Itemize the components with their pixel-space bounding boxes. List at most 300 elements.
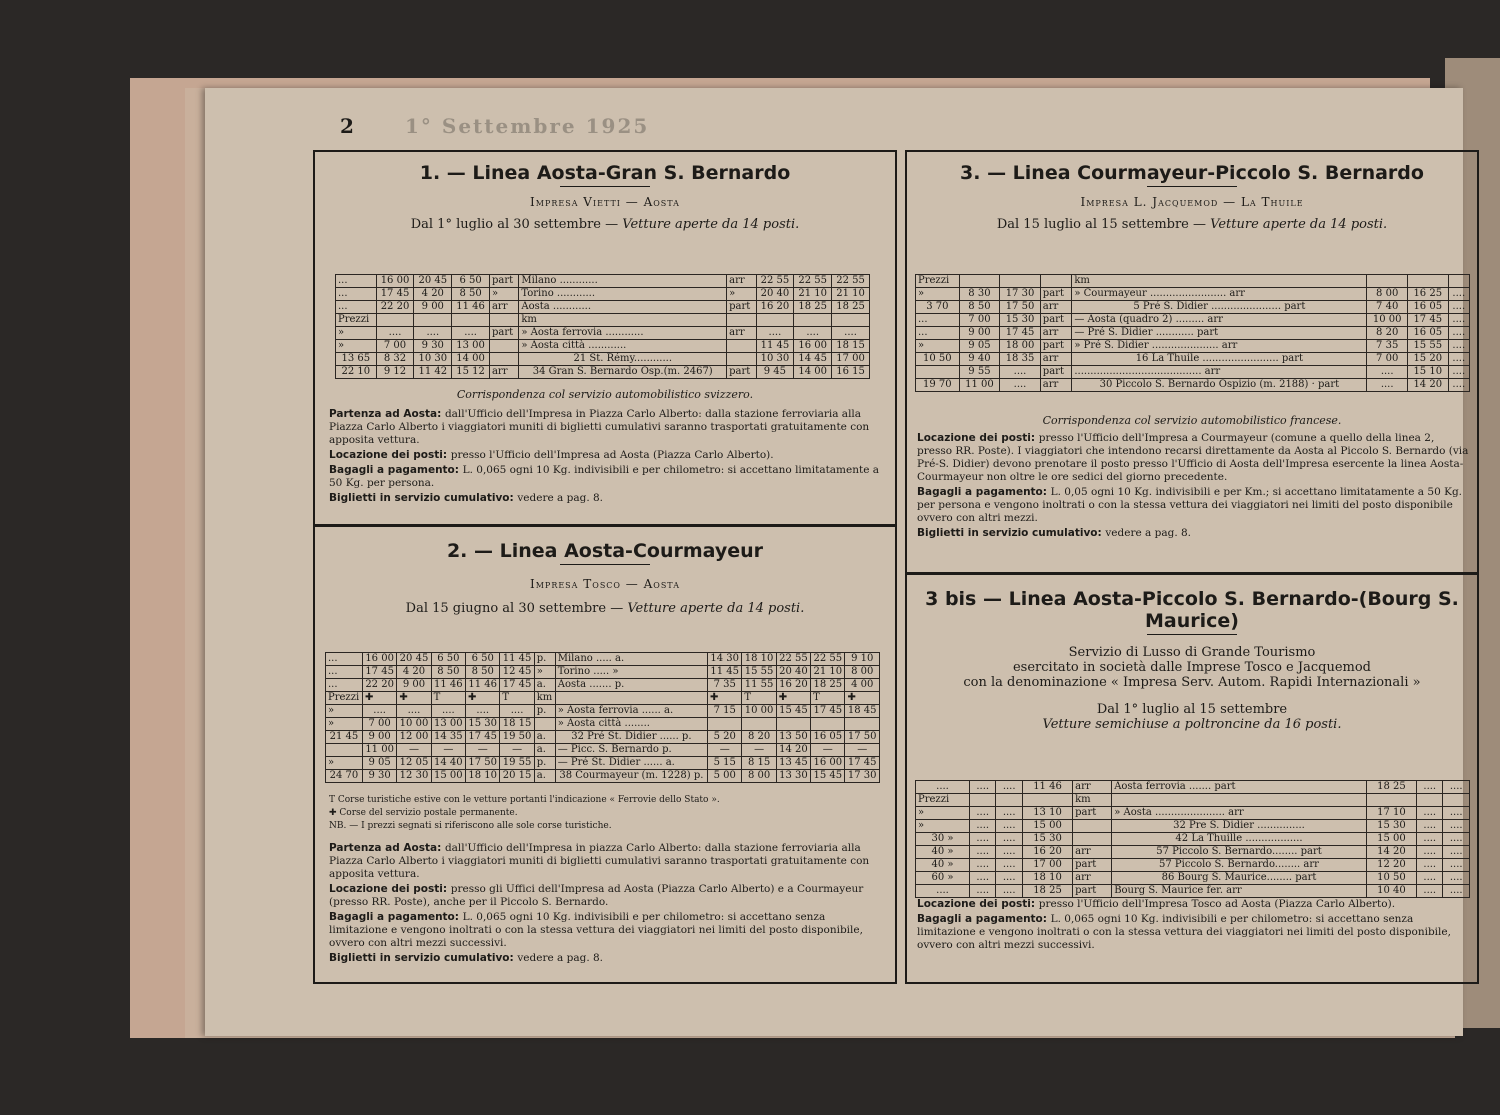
table-cell: p.	[534, 705, 555, 718]
table-cell: ....	[376, 327, 414, 340]
table-cell: 9 05	[959, 340, 1000, 353]
table-row	[326, 692, 880, 705]
table-cell: 8 50	[466, 666, 500, 679]
table-cell	[794, 314, 832, 327]
table-cell: 15 00	[1022, 820, 1072, 833]
table-cell: 17 45	[1000, 327, 1041, 340]
table-cell: 16 00	[362, 653, 396, 666]
table-cell: 32 Pré St. Didier ...... p.	[555, 731, 707, 744]
table-cell: »	[916, 288, 960, 301]
section-3bis-notes	[917, 898, 1469, 954]
section-3-company: Impresa L. Jacquemod — La Thuile	[1080, 195, 1304, 209]
table-cell: 22 20	[362, 679, 396, 692]
legend-line: ✚ Corse del servizio postale permanente.	[329, 808, 518, 818]
table-cell: — Pré St. Didier ...... a.	[555, 757, 707, 770]
table-row	[326, 666, 880, 679]
table-cell: part	[1040, 314, 1072, 327]
table-cell: arr	[1040, 301, 1072, 314]
table-cell: » Aosta città ............	[519, 340, 727, 353]
legend-line: NB. — I prezzi segnati si riferiscono alle sole corse turistiche.	[329, 821, 612, 831]
note-paragraph	[917, 432, 1469, 484]
table-cell: 12 00	[397, 731, 431, 744]
table-cell: 18 25	[1022, 885, 1072, 898]
section-3bis-title: 3 bis — Linea Aosta-Piccolo S. Bernardo-(Bourg S. Maurice)	[925, 588, 1459, 632]
table-row	[326, 679, 880, 692]
table-cell: 11 55	[742, 679, 776, 692]
table-cell: 17 50	[466, 757, 500, 770]
table-cell: 16 00	[811, 757, 845, 770]
table-cell: part	[1040, 288, 1072, 301]
section-2-legend	[329, 794, 885, 833]
table-cell: Torino ..... »	[555, 666, 707, 679]
table-cell: 8 32	[376, 353, 414, 366]
table-cell: arr	[1040, 327, 1072, 340]
table-cell: 16 25	[1407, 288, 1448, 301]
table-cell: 18 15	[500, 718, 534, 731]
note-label: Bagagli a pagamento:	[917, 913, 1051, 925]
table-cell: —	[811, 744, 845, 757]
table-cell: 9 00	[397, 679, 431, 692]
section-separator	[315, 524, 895, 527]
table-cell: ....	[996, 872, 1022, 885]
section-3bis-timetable	[915, 780, 1470, 898]
note-paragraph	[329, 492, 885, 505]
table-cell: ....	[970, 872, 996, 885]
table-row	[916, 794, 1470, 807]
table-cell: ...	[326, 666, 363, 679]
table-cell: 13 10	[1022, 807, 1072, 820]
table-cell	[1112, 794, 1367, 807]
note-text: dall'Ufficio dell'Impresa in Piazza Carlo Alberto: dalla stazione ferroviaria alla Piazza Carlo Alberto i viaggiatori muniti di biglietti cumulativi saranno trasportati gratuitamente con apposita vettura.	[329, 408, 870, 446]
table-cell: 14 00	[452, 353, 490, 366]
table-cell: 10 30	[414, 353, 452, 366]
table-cell: 5 15	[708, 757, 742, 770]
table-cell: 18 10	[742, 653, 776, 666]
section-1-period	[315, 217, 895, 232]
table-cell: 21 10	[811, 666, 845, 679]
table-cell	[489, 340, 518, 353]
table-cell: 15 30	[1022, 833, 1072, 846]
table-cell: a.	[534, 731, 555, 744]
table-cell: —	[397, 744, 431, 757]
table-cell: »	[336, 340, 377, 353]
table-row	[916, 366, 1470, 379]
table-cell: »	[534, 666, 555, 679]
table-cell: 11 00	[959, 379, 1000, 392]
table-cell: 7 35	[708, 679, 742, 692]
table-cell: 60 »	[916, 872, 970, 885]
table-cell: 9 12	[376, 366, 414, 379]
table-cell: ....	[500, 705, 534, 718]
table-cell: 7 35	[1367, 340, 1408, 353]
table-cell: 16 20	[756, 301, 794, 314]
table-cell: ....	[1000, 366, 1041, 379]
table-cell: ....	[970, 859, 996, 872]
table-cell: 40 »	[916, 859, 970, 872]
table-cell: 15 00	[431, 770, 465, 783]
table-cell: 8 50	[452, 288, 490, 301]
section-2-header	[315, 540, 895, 616]
table-cell: ....	[756, 327, 794, 340]
note-label: Partenza ad Aosta:	[329, 408, 445, 420]
table-cell: ....	[996, 820, 1022, 833]
table-cell: 15 30	[466, 718, 500, 731]
section-2-notes	[329, 842, 885, 967]
table-cell: 18 15	[832, 340, 870, 353]
section-2-timetable	[325, 652, 880, 783]
table-cell: 15 55	[742, 666, 776, 679]
table-row	[326, 705, 880, 718]
table-row	[336, 353, 870, 366]
table-cell: 7 00	[1367, 353, 1408, 366]
table-cell: ....	[970, 833, 996, 846]
table-row	[916, 781, 1470, 794]
section-3-correspondence: Corrispondenza col servizio automobilistico francese.	[1042, 414, 1342, 427]
table-cell: ....	[1443, 833, 1470, 846]
table-cell: 13 00	[452, 340, 490, 353]
table-cell: ....	[397, 705, 431, 718]
note-text: vedere a pag. 8.	[517, 492, 604, 504]
table-cell: ....	[970, 885, 996, 898]
table-cell: ....	[794, 327, 832, 340]
table-cell	[996, 794, 1022, 807]
table-cell: part	[1073, 859, 1112, 872]
table-cell: 7 40	[1367, 301, 1408, 314]
table-cell: p.	[534, 757, 555, 770]
note-label: Locazione dei posti:	[329, 449, 451, 461]
table-cell: 9 05	[362, 757, 396, 770]
table-cell: ✚	[776, 692, 810, 705]
title-rule	[560, 186, 650, 187]
table-cell: 17 45	[362, 666, 396, 679]
section-3-header	[907, 162, 1477, 232]
table-cell: 13 00	[431, 718, 465, 731]
table-cell: » Courmayeur ........................ arr	[1072, 288, 1367, 301]
table-cell: 15 30	[1000, 314, 1041, 327]
table-cell: ...	[336, 275, 377, 288]
table-cell: part	[727, 366, 756, 379]
table-cell: 12 05	[397, 757, 431, 770]
table-cell: 7 15	[708, 705, 742, 718]
table-cell: ....	[970, 820, 996, 833]
section-1-notes	[329, 408, 885, 507]
table-cell: 86 Bourg S. Maurice........ part	[1112, 872, 1367, 885]
table-cell: ....	[1367, 366, 1408, 379]
table-cell	[727, 314, 756, 327]
table-cell: 17 45	[811, 705, 845, 718]
table-cell: —	[742, 744, 776, 757]
table-cell: ....	[916, 781, 970, 794]
table-cell: ....	[996, 807, 1022, 820]
table-cell: 15 30	[1366, 820, 1416, 833]
table-cell: 9 30	[414, 340, 452, 353]
table-cell: 9 10	[845, 653, 880, 666]
table-cell: ........................................ arr	[1072, 366, 1367, 379]
note-paragraph	[329, 408, 885, 447]
table-cell	[970, 794, 996, 807]
table-cell: »	[916, 807, 970, 820]
table-cell	[756, 314, 794, 327]
table-cell: 14 40	[431, 757, 465, 770]
table-cell: 18 10	[466, 770, 500, 783]
table-cell: Prezzi	[916, 794, 970, 807]
note-label: Biglietti in servizio cumulativo:	[329, 952, 518, 964]
period-vehicles: Vetture aperte da 14 posti.	[1210, 217, 1388, 232]
note-paragraph	[917, 913, 1469, 952]
section-1-company: Impresa Vietti — Aosta	[530, 195, 680, 209]
note-label: Locazione dei posti:	[917, 898, 1039, 910]
table-cell: 21 10	[832, 288, 870, 301]
table-cell: 20 40	[776, 666, 810, 679]
table-cell: 15 55	[1407, 340, 1448, 353]
period-dates: Dal 15 giugno al 30 settembre —	[405, 601, 624, 616]
note-text: L. 0,065 ogni 10 Kg. indivisibili e per chilometro: si accettano senza limitazione e vengono inoltrati o con la stessa vettura dei viaggiatori nei limiti del posto disponibile, ovvero con altri mezzi successivi.	[329, 911, 863, 949]
period-vehicles: Vetture aperte da 14 posti.	[622, 217, 800, 232]
table-cell: 17 45	[845, 757, 880, 770]
title-rule	[560, 564, 650, 565]
table-cell: » Aosta ferrovia ............	[519, 327, 727, 340]
table-cell: ...	[336, 301, 377, 314]
table-cell: part	[727, 301, 756, 314]
table-cell: 5 20	[708, 731, 742, 744]
table-cell: 11 45	[500, 653, 534, 666]
table-cell: ....	[832, 327, 870, 340]
table-cell: » Aosta ferrovia ...... a.	[555, 705, 707, 718]
table-cell: 16 05	[1407, 327, 1448, 340]
table-cell	[452, 314, 490, 327]
table-cell: ....	[1443, 807, 1470, 820]
table-cell	[376, 314, 414, 327]
table-cell	[1407, 275, 1448, 288]
table-cell: arr	[1073, 872, 1112, 885]
note-paragraph	[329, 449, 885, 462]
note-paragraph	[917, 898, 1469, 911]
section-2-title: 2. — Linea Aosta-Courmayeur	[446, 540, 764, 562]
table-cell: »	[336, 327, 377, 340]
note-label: Bagagli a pagamento:	[329, 911, 463, 923]
table-cell: part	[489, 275, 518, 288]
table-cell: 17 00	[832, 353, 870, 366]
table-row	[916, 275, 1470, 288]
table-cell: Prezzi	[916, 275, 960, 288]
table-cell: 17 50	[845, 731, 880, 744]
table-cell: ....	[1417, 859, 1443, 872]
table-cell: km	[534, 692, 555, 705]
table-cell: —	[708, 744, 742, 757]
table-cell: 19 70	[916, 379, 960, 392]
table-cell: 30 »	[916, 833, 970, 846]
table-cell: 15 12	[452, 366, 490, 379]
table-cell	[811, 718, 845, 731]
table-cell: part	[1040, 366, 1072, 379]
table-cell: ....	[1417, 820, 1443, 833]
table-cell: 22 55	[776, 653, 810, 666]
table-cell: 9 00	[959, 327, 1000, 340]
table-cell: arr	[1073, 781, 1112, 794]
table-cell: ✚	[362, 692, 396, 705]
table-cell: 10 00	[397, 718, 431, 731]
table-cell: 16 05	[1407, 301, 1448, 314]
table-cell: T	[742, 692, 776, 705]
table-cell: 7 00	[376, 340, 414, 353]
table-cell: ....	[1448, 366, 1469, 379]
table-cell: ....	[1443, 859, 1470, 872]
table-cell: 11 46	[1022, 781, 1072, 794]
table-cell: 14 30	[708, 653, 742, 666]
table-cell	[534, 718, 555, 731]
table-cell	[555, 692, 707, 705]
table-cell	[1417, 794, 1443, 807]
table-row	[336, 314, 870, 327]
table-cell: 16 20	[1022, 846, 1072, 859]
note-text: presso l'Ufficio dell'Impresa Tosco ad Aosta (Piazza Carlo Alberto).	[1038, 898, 1396, 910]
right-column	[905, 150, 1479, 984]
table-cell: ✚	[708, 692, 742, 705]
table-cell: ....	[1448, 353, 1469, 366]
table-cell: ....	[970, 781, 996, 794]
table-cell: 18 25	[811, 679, 845, 692]
table-cell: 16 La Thuile ........................ part	[1072, 353, 1367, 366]
table-cell: 13 65	[336, 353, 377, 366]
section-3bis-desc1: Servizio di Lusso di Grande Tourismo	[1068, 645, 1316, 660]
table-row	[916, 379, 1470, 392]
table-cell: 15 45	[811, 770, 845, 783]
section-3bis-desc2: esercitato in società dalle Imprese Tosco e Jacquemod	[1012, 660, 1371, 675]
table-row	[916, 327, 1470, 340]
table-row	[326, 744, 880, 757]
table-cell: 8 20	[1367, 327, 1408, 340]
table-cell: 12 30	[397, 770, 431, 783]
table-cell: 4 20	[397, 666, 431, 679]
table-cell: 22 55	[811, 653, 845, 666]
section-1-timetable	[335, 274, 870, 379]
table-cell: 18 35	[1000, 353, 1041, 366]
table-cell: ....	[916, 885, 970, 898]
running-head: 1° Settembre 1925	[405, 114, 650, 138]
table-cell	[708, 718, 742, 731]
table-cell: arr	[1040, 379, 1072, 392]
note-text: dall'Ufficio dell'Impresa in piazza Carlo Alberto: dalla stazione ferroviaria alla Piazza Carlo Alberto i viaggiatori muniti di biglietti cumulativi saranno trasportati gratuitamente con apposita vettura.	[329, 842, 870, 880]
table-cell: 8 50	[431, 666, 465, 679]
table-cell: 15 00	[1366, 833, 1416, 846]
table-cell: 8 00	[1367, 288, 1408, 301]
note-text: L. 0,065 ogni 10 Kg. indivisibili e per chilometro: si accettano limitatamente a 50 Kg. per persona.	[329, 464, 880, 489]
table-cell	[916, 366, 960, 379]
table-row	[326, 757, 880, 770]
table-cell: 17 45	[466, 731, 500, 744]
note-paragraph	[329, 842, 885, 881]
table-cell	[326, 744, 363, 757]
table-cell: 13 50	[776, 731, 810, 744]
section-3-notes	[917, 432, 1469, 542]
table-cell: 6 50	[431, 653, 465, 666]
table-row	[336, 288, 870, 301]
note-label: Bagagli a pagamento:	[917, 486, 1051, 498]
table-cell: ....	[1448, 301, 1469, 314]
table-cell: 17 45	[1407, 314, 1448, 327]
table-cell: 5 00	[708, 770, 742, 783]
table-cell: 19 50	[500, 731, 534, 744]
table-row	[916, 301, 1470, 314]
table-row	[336, 366, 870, 379]
table-cell: 9 55	[959, 366, 1000, 379]
table-cell: 11 45	[708, 666, 742, 679]
table-cell: km	[519, 314, 727, 327]
table-cell: km	[1073, 794, 1112, 807]
table-cell: 12 20	[1366, 859, 1416, 872]
table-row	[916, 314, 1470, 327]
table-cell: » Aosta città ........	[555, 718, 707, 731]
table-cell: part	[1073, 885, 1112, 898]
table-cell: Aosta ....... p.	[555, 679, 707, 692]
table-cell: 6 50	[452, 275, 490, 288]
table-cell: ....	[1443, 820, 1470, 833]
table-cell: ...	[336, 288, 377, 301]
table-cell: 13 45	[776, 757, 810, 770]
section-3bis-desc3: con la denominazione « Impresa Serv. Autom. Rapidi Internazionali »	[963, 675, 1421, 690]
table-cell	[832, 314, 870, 327]
table-cell	[959, 275, 1000, 288]
table-cell: »	[916, 340, 960, 353]
table-cell: — Aosta (quadro 2) ......... arr	[1072, 314, 1367, 327]
table-cell: 14 35	[431, 731, 465, 744]
section-3-title: 3. — Linea Courmayeur-Piccolo S. Bernardo	[960, 162, 1424, 184]
table-cell: ....	[996, 781, 1022, 794]
section-2-company: Impresa Tosco — Aosta	[530, 577, 680, 591]
table-cell: 15 10	[1407, 366, 1448, 379]
left-column	[313, 150, 897, 984]
table-cell: 21 St. Rémy............	[519, 353, 727, 366]
table-cell: 21 10	[794, 288, 832, 301]
note-paragraph	[329, 464, 885, 490]
section-1-correspondence: Corrispondenza col servizio automobilistico svizzero.	[456, 388, 754, 401]
table-cell: a.	[534, 679, 555, 692]
table-cell: 14 00	[794, 366, 832, 379]
table-cell	[776, 718, 810, 731]
section-separator	[907, 572, 1477, 575]
table-cell: »	[326, 757, 363, 770]
table-cell: 4 00	[845, 679, 880, 692]
table-cell: 22 55	[832, 275, 870, 288]
table-cell: ....	[1443, 781, 1470, 794]
note-paragraph	[917, 486, 1469, 525]
table-cell: 16 00	[376, 275, 414, 288]
table-cell: 57 Piccolo S. Bernardo........ part	[1112, 846, 1367, 859]
table-cell: 22 55	[756, 275, 794, 288]
table-row	[326, 653, 880, 666]
table-cell: a.	[534, 744, 555, 757]
table-cell: Torino ............	[519, 288, 727, 301]
table-cell: ....	[970, 807, 996, 820]
table-cell: ...	[326, 679, 363, 692]
table-cell: 10 40	[1366, 885, 1416, 898]
title-rule	[1147, 634, 1237, 635]
table-cell: arr	[489, 366, 518, 379]
table-cell: 11 42	[414, 366, 452, 379]
table-cell: ....	[1417, 807, 1443, 820]
table-cell: — Pré S. Didier ............ part	[1072, 327, 1367, 340]
table-cell	[1000, 275, 1041, 288]
table-cell: 19 55	[500, 757, 534, 770]
table-row	[336, 301, 870, 314]
table-cell: 10 30	[756, 353, 794, 366]
note-text: vedere a pag. 8.	[1105, 527, 1192, 539]
table-cell: ....	[1448, 314, 1469, 327]
table-cell: —	[500, 744, 534, 757]
table-cell: ...	[916, 314, 960, 327]
table-row	[326, 731, 880, 744]
table-cell	[489, 314, 518, 327]
